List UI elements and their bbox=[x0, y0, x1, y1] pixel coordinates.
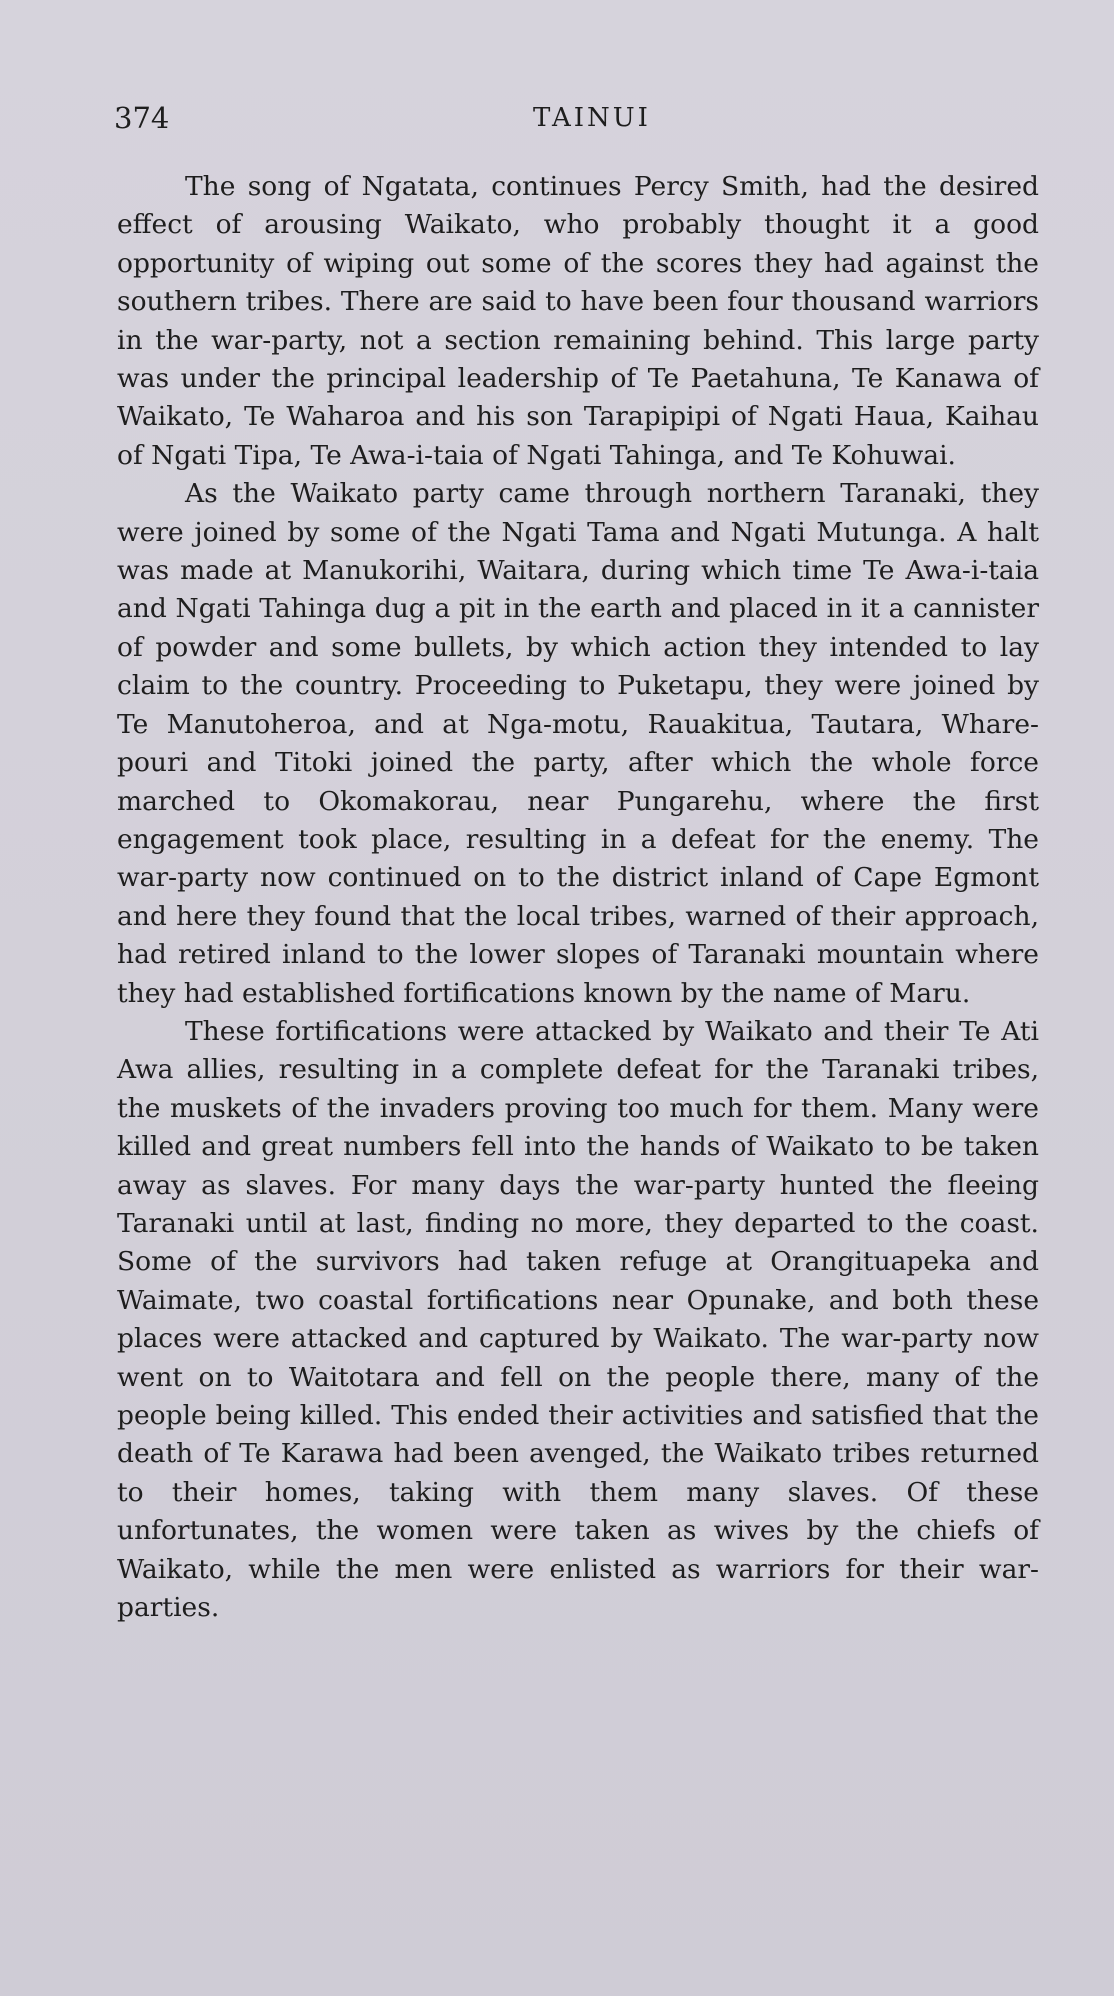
paragraph: The song of Ngatata, continues Percy Smith, had the desired effect of arousing Waikato, who probably thought it a good opportunity of wiping out some of the scores they had against the southern tribes. There are said to have been four thousand warriors in the war-party, not a section remaining behind. This large party was under the principal leadership of Te Paetahuna, Te Kanawa of Waikato, Te Waharoa and his son Tarapipipi of Ngati Haua, Kaihau of Ngati Tipa, Te Awa-i-taia of Ngati Tahinga, and Te Kohuwai. bbox=[117, 171, 1039, 471]
body-text bbox=[117, 168, 1039, 1627]
page-header bbox=[114, 101, 1074, 141]
running-title: TAINUI bbox=[533, 103, 651, 133]
paragraph: As the Waikato party came through northern Taranaki, they were joined by some of the Ngati Tama and Ngati Mutunga. A halt was made at Manukorihi, Waitara, during which time Te Awa-i-taia and Ngati Tahinga dug a pit in the earth and placed in it a cannister of powder and some bullets, by which action they intended to lay claim to the country. Proceeding to Puketapu, they were joined by Te Manutoheroa, and at Nga-motu, Rauakitua, Tautara, Whare-pouri and Titoki joined the party, after which the whole force marched to Okomakorau, near Pungarehu, where the first engagement took place, resulting in a defeat for the enemy. The war-party now continued on to the district inland of Cape Egmont and here they found that the local tribes, warned of their approach, had retired inland to the lower slopes of Taranaki mountain where they had established fortifications known by the name of Maru. bbox=[117, 478, 1039, 1009]
page-number: 374 bbox=[114, 101, 170, 135]
paragraph: These fortifications were attacked by Waikato and their Te Ati Awa allies, resulting in a complete defeat for the Taranaki tribes, the muskets of the invaders proving too much for them. Many were killed and great numbers fell into the hands of Waikato to be taken away as slaves. For many days the war-party hunted the fleeing Taranaki until at last, finding no more, they departed to the coast. Some of the survivors had taken refuge at Orangituapeka and Waimate, two coastal fortifications near Opunake, and both these places were attacked and captured by Waikato. The war-party now went on to Waitotara and fell on the people there, many of the people being killed. This ended their activities and satisfied that the death of Te Karawa had been avenged, the Waikato tribes returned to their homes, taking with them many slaves. Of these unfortunates, the women were taken as wives by the chiefs of Waikato, while the men were enlisted as warriors for their war-parties. bbox=[117, 1015, 1039, 1624]
